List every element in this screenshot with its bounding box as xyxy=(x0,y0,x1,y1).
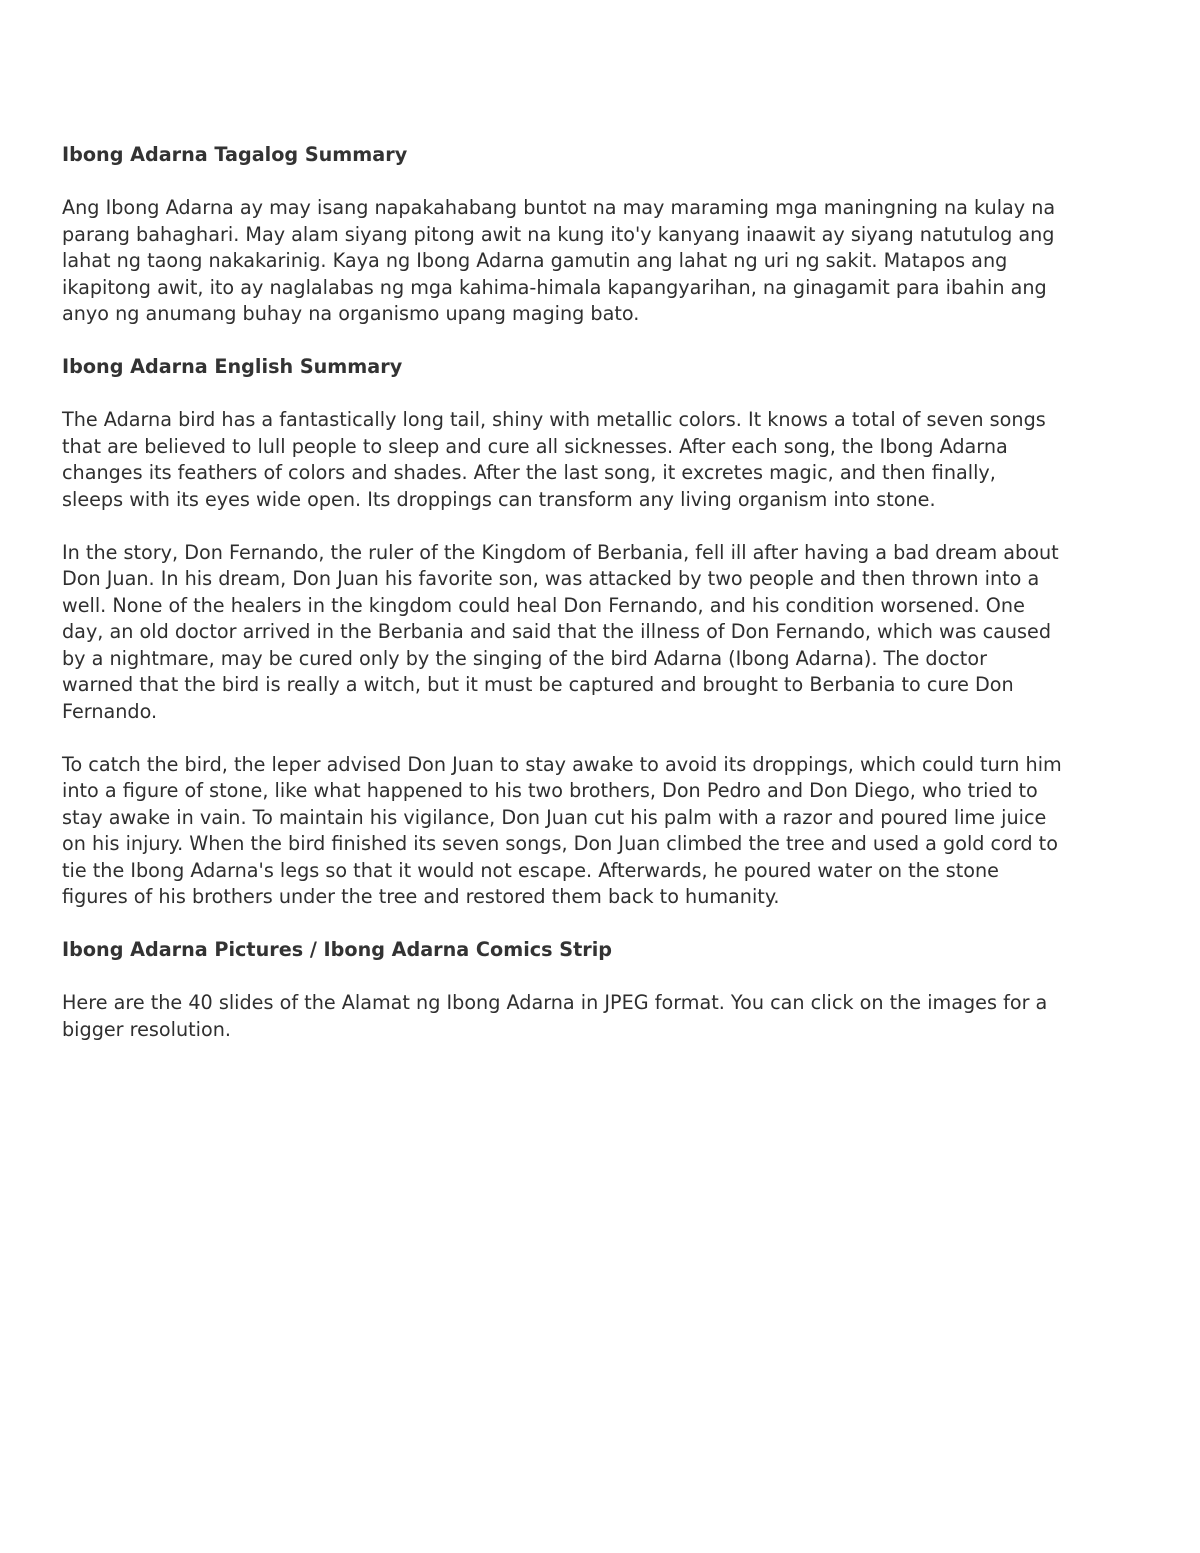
paragraph-english-summary-capture: To catch the bird, the leper advised Don Juan to stay awake to avoid its droppings, which could turn him into a figure of stone, like what happened to his two brothers, Don Pedro and Don Diego, who tried to stay awake in vain. To maintain his vigilance, Don Juan cut his palm with a razor and poured lime juice on his injury. When the bird finished its seven songs, Don Juan climbed the tree and used a gold cord to tie the Ibong Adarna's legs so that it would not escape. Afterwards, he poured water on the stone figures of his brothers under the tree and restored them back to humanity. xyxy=(62,752,1062,908)
paragraph-english-summary-story: In the story, Don Fernando, the ruler of the Kingdom of Berbania, fell ill after having a bad dream about Don Juan. In his dream, Don Juan his favorite son, was attacked by two people and then thrown into a well. None of the healers in the kingdom could heal Don Fernando, and his condition worsened. One day, an old doctor arrived in the Berbania and said that the illness of Don Fernando, which was caused by a nightmare, may be cured only by the singing of the bird Adarna (Ibong Adarna). The doctor warned that the bird is really a witch, but it must be captured and brought to Berbania to cure Don Fernando. xyxy=(62,540,1059,723)
paragraph-tagalog-summary: Ang Ibong Adarna ay may isang napakahabang buntot na may maraming mga maningning na kulay na parang bahaghari. May alam siyang pitong awit na kung ito'y kanyang inaawit ay siyang natutulog ang lahat ng taong nakakarinig. Kaya ng Ibong Adarna gamutin ang lahat ng uri ng sakit. Matapos ang ikapitong awit, ito ay naglalabas ng mga kahima-himala kapangyarihan, na ginagamit para ibahin ang anyo ng anumang buhay na organismo upang maging bato. xyxy=(62,196,1056,325)
section-heading-tagalog-summary: Ibong Adarna Tagalog Summary xyxy=(62,143,408,166)
paragraph-english-summary-intro: The Adarna bird has a fantastically long tail, shiny with metallic colors. It knows a total of seven songs that are believed to lull people to sleep and cure all sicknesses. After each song, the Ibong Adarna changes its feathers of colors and shades. After the last song, it excretes magic, and then finally, sleeps with its eyes wide open. Its droppings can transform any living organism into stone. xyxy=(62,408,1046,511)
paragraph-pictures-note: Here are the 40 slides of the Alamat ng Ibong Adarna in JPEG format. You can click on the images for a bigger resolution. xyxy=(62,991,1048,1041)
section-heading-english-summary: Ibong Adarna English Summary xyxy=(62,355,403,378)
document-page xyxy=(62,142,1062,1070)
section-heading-pictures-comics: Ibong Adarna Pictures / Ibong Adarna Comics Strip xyxy=(62,938,613,961)
